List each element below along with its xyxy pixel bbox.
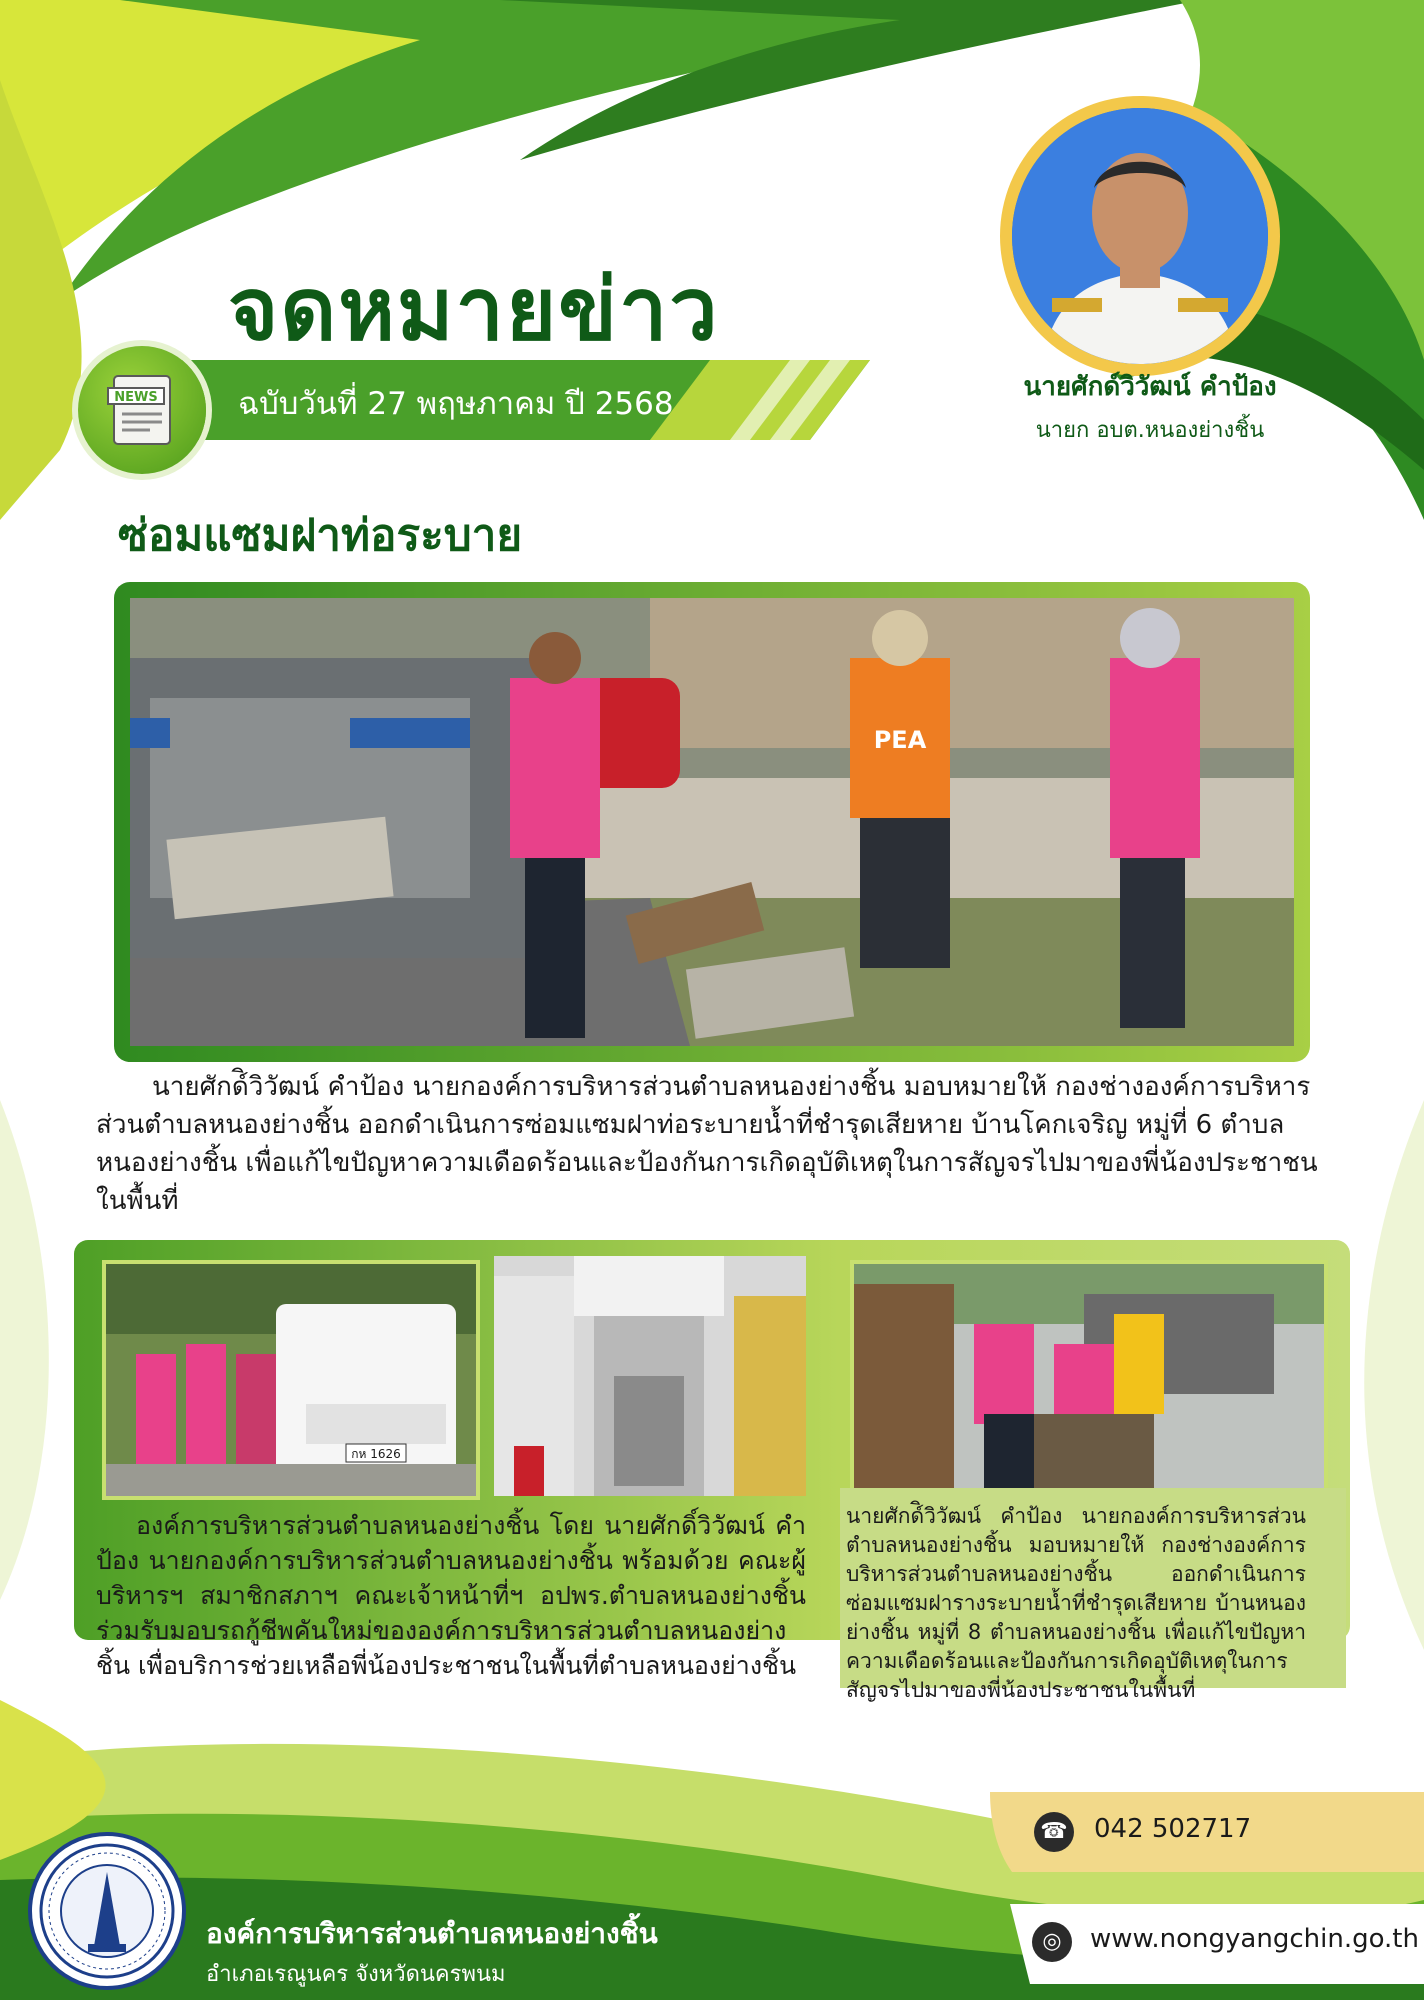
ambulance-handover-photo [102, 1260, 480, 1500]
mayor-name: นายศักด์วิวัฒน์ คำป้อง [1023, 372, 1277, 402]
footer-org-name: องค์การบริหารส่วนตำบลหนองย่างชิ้น [206, 1917, 658, 1950]
ambulance-paragraph: องค์การบริหารส่วนตำบลหนองย่างชิ้น โดย นายศักดิ์วิวัฒน์ คำป้อง นายกองค์การบริหารส่วนตำบลหนองย่างชิ้น พร้อมด้วย คณะผู้บริหารฯ สมาชิกสภาฯ คณะเจ้าหน้าที่ฯ อปพร.ตำบลหนองย่างชิ้น ร่วมรับมอบรถกู้ชีพคันใหม่ขององค์การบริหารส่วนตำบลหนองย่างชิ้น เพื่อบริการช่วยเหลือพี่น้องประชาชนในพื้นที่ตำบลหนองย่างชิ้น [96, 1511, 806, 1680]
phone-icon: ☎ [1034, 1812, 1074, 1852]
drain-repair-photo [850, 1260, 1328, 1506]
side-curve-right [1364, 1100, 1424, 1650]
main-photo [130, 598, 1294, 1046]
license-plate-label: กห 1626 [351, 1447, 401, 1461]
phone-number[interactable]: 042 502717 [1094, 1814, 1252, 1844]
footer-district: อำเภอเรณูนคร จังหวัดนครพนม [206, 1962, 506, 1987]
ambulance-interior-photo [494, 1256, 806, 1496]
pea-vest-label: PEA [873, 726, 927, 754]
newspaper-icon [78, 346, 206, 474]
mayor-position: นายก อบต.หนองย่างชิ้น [1035, 418, 1265, 443]
news-badge-text: NEWS [114, 390, 158, 405]
news-badge [78, 346, 206, 474]
website-link[interactable]: www.nongyangchin.go.th [1090, 1924, 1419, 1954]
organization-seal [28, 1832, 186, 1990]
mayor-portrait [1012, 108, 1268, 364]
article-headline: ซ่อมแซมฝาท่อระบาย [118, 510, 523, 561]
globe-icon: ◎ [1032, 1922, 1072, 1962]
issue-date-label: ฉบับวันที่ 27 พฤษภาคม ปี 2568 [238, 386, 674, 422]
article-main-paragraph: นายศักด์ิวิวัฒน์ คำป้อง นายกองค์การบริหารส่วนตำบลหนองย่างชิ้น มอบหมายให้ กองช่างองค์การบริหารส่วนตำบลหนองย่างชิ้น ออกดำเนินการซ่อมแซมฝาท่อระบายน้ำที่ชำรุดเสียหาย บ้านโคกเจริญ หมู่ที่ 6 ตำบลหนองย่างชิ้น เพื่อแก้ไขปัญหาความเดือดร้อนและป้องกันการเกิดอุบัติเหตุในการสัญจรไปมาของพี่น้องประชาชนในพื้นที่ [96, 1072, 1318, 1216]
side-curve-left [0, 1100, 49, 1600]
drain-paragraph: นายศักด์ิวิวัฒน์ คำป้อง นายกองค์การบริหารส่วนตำบลหนองย่างชิ้น มอบหมายให้ กองช่างองค์การบริหารส่วนตำบลหนองย่างชิ้น ออกดำเนินการซ่อมแซมฝารางระบายน้ำที่ชำรุดเสียหาย บ้านหนองย่างชิ้น หมู่ที่ 8 ตำบลหนองย่างชิ้น เพื่อแก้ไขปัญหาความเดือดร้อนและป้องกันการเกิดอุบัติเหตุในการสัญจรไปมาของพี่น้องประชาชนในพื้นที่ [846, 1504, 1306, 1702]
newsletter-title: จดหมายข่าว [228, 260, 720, 360]
main-photo-frame [114, 582, 1310, 1062]
